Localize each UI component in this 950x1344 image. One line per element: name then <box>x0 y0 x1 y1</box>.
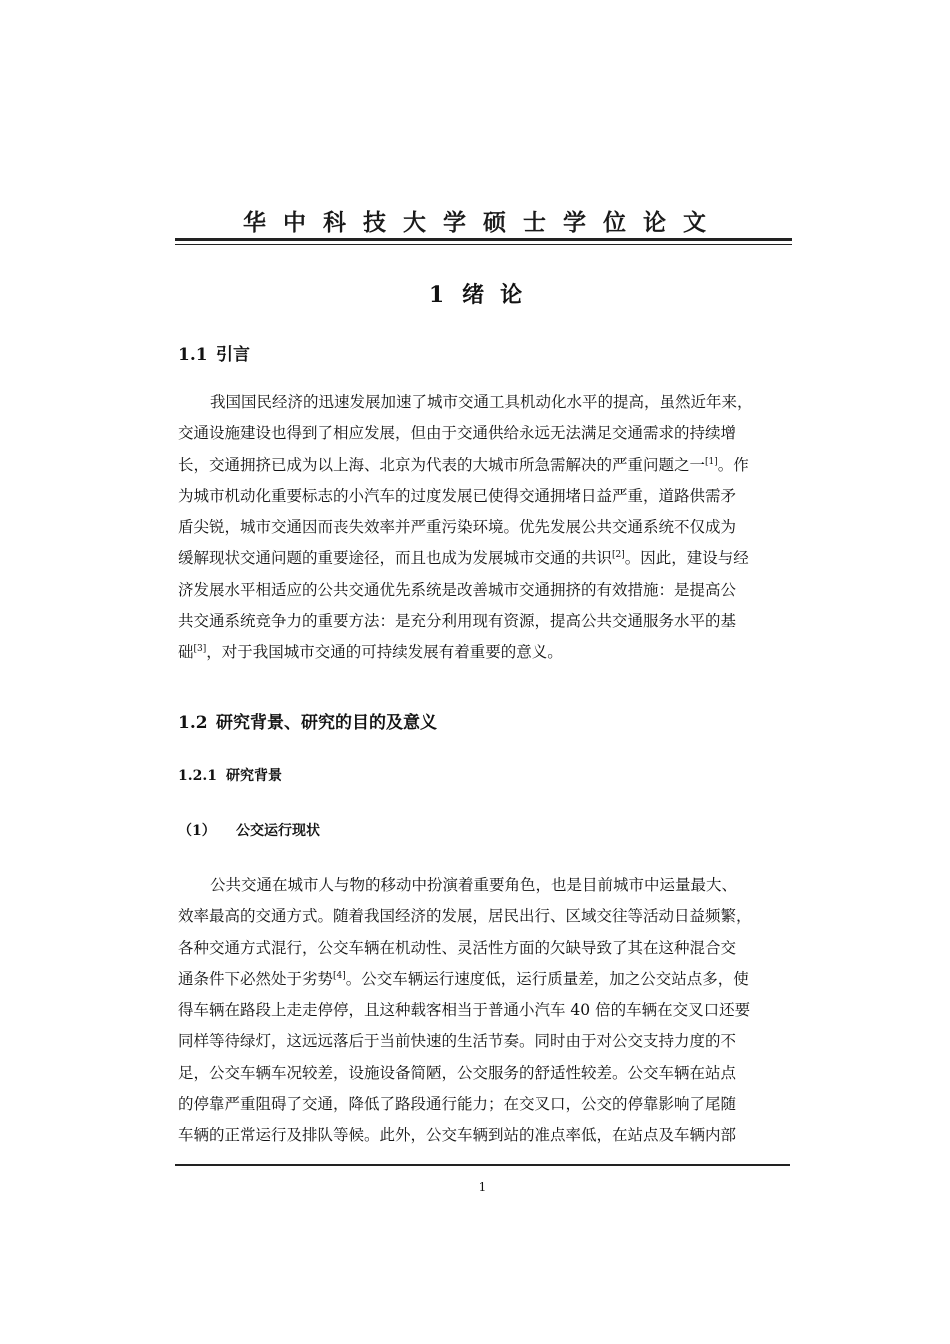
header-rule-thick <box>175 238 792 241</box>
subsection-number: 1.2.1 <box>178 768 217 784</box>
header-rule-thin <box>175 244 792 245</box>
text-segment: 。公交车辆运行速度低，运行质量差，加之公交站点多，使 <box>345 969 749 988</box>
text-line <box>178 964 778 995</box>
text-line: 车辆的正常运行及排队等候。此外，公交车辆到站的准点率低，在站点及车辆内部 <box>178 1126 737 1145</box>
text-line: 济发展水平相适应的公共交通优先系统是改善城市交通拥挤的有效措施：是提高公 <box>178 580 737 599</box>
page-number: 1 <box>478 1180 487 1194</box>
section-heading-1-2 <box>178 708 437 733</box>
citation-3[interactable]: [3] <box>193 644 207 655</box>
citation-2[interactable]: [2] <box>612 550 625 561</box>
item-number: （1） <box>178 823 216 839</box>
text-line <box>178 637 778 668</box>
subsection-heading-1-2-1 <box>178 765 282 785</box>
item-title: 公交运行现状 <box>236 823 320 839</box>
chapter-title <box>175 278 792 309</box>
text-segment: 长，交通拥挤已成为以上海、北京为代表的大城市所急需解决的严重问题之一 <box>178 455 706 474</box>
chapter-name: 绪论 <box>462 282 539 308</box>
text-segment: 通条件下必然处于劣势 <box>178 969 334 988</box>
text-line <box>178 543 778 574</box>
text-segment: 础 <box>178 643 194 662</box>
text-line: 足，公交车辆车况较差，设施设备简陋，公交服务的舒适性较差。公交车辆在站点 <box>178 1063 737 1082</box>
text-line: 为城市机动化重要标志的小汽车的过度发展已使得交通拥堵日益严重，道路供需矛 <box>178 486 737 505</box>
text-line: 我国国民经济的迅速发展加速了城市交通工具机动化水平的提高，虽然近年来， <box>210 393 753 411</box>
citation-4[interactable]: [4] <box>333 970 346 981</box>
bus-status-paragraph <box>178 870 778 1152</box>
text-line: 各种交通方式混行，公交车辆在机动性、灵活性方面的欠缺导致了其在这种混合交 <box>178 938 737 957</box>
item-heading-1 <box>178 820 320 840</box>
running-header: 华中科技大学硕士学位论文 <box>243 209 723 236</box>
text-segment: 。作 <box>717 455 749 474</box>
text-line: 效率最高的交通方式。随着我国经济的发展，居民出行、区域交往等活动日益频繁， <box>178 907 752 926</box>
section-number: 1.2 <box>178 713 208 733</box>
text-line: 同样等待绿灯，这远远落后于当前快速的生活节奏。同时由于对公交支持力度的不 <box>178 1032 737 1051</box>
section-title: 研究背景、研究的目的及意义 <box>216 713 437 733</box>
citation-1[interactable]: [1] <box>705 456 718 467</box>
intro-paragraph <box>178 387 778 669</box>
section-title: 引言 <box>216 345 250 365</box>
text-line: 的停靠严重阻碍了交通，降低了路段通行能力；在交叉口，公交的停靠影响了尾随 <box>178 1095 737 1114</box>
section-number: 1.1 <box>178 345 208 365</box>
subsection-title: 研究背景 <box>226 768 282 784</box>
footer-rule <box>175 1164 790 1166</box>
text-segment: 缓解现状交通问题的重要途径，而且也成为发展城市交通的共识 <box>178 549 613 568</box>
text-line: 公共交通在城市人与物的移动中扮演着重要角色，也是目前城市中运量最大、 <box>210 876 738 894</box>
text-line: 共交通系统竞争力的重要方法：是充分利用现有资源，提高公共交通服务水平的基 <box>178 612 737 631</box>
text-line: 交通设施建设也得到了相应发展，但由于交通供给永远无法满足交通需求的持续增 <box>178 424 737 443</box>
section-heading-1-1 <box>178 340 250 365</box>
text-line: 盾尖锐，城市交通因而丧失效率并严重污染环境。优先发展公共交通系统不仅成为 <box>178 518 737 537</box>
chapter-number: 1 <box>428 282 445 308</box>
text-line <box>178 450 778 481</box>
text-segment: 。因此，建设与经 <box>624 549 749 568</box>
text-segment: ，对于我国城市交通的可持续发展有着重要的意义。 <box>206 643 563 662</box>
text-line: 得车辆在路段上走走停停，且这种载客相当于普通小汽车 40 倍的车辆在交叉口还要 <box>178 1001 751 1020</box>
